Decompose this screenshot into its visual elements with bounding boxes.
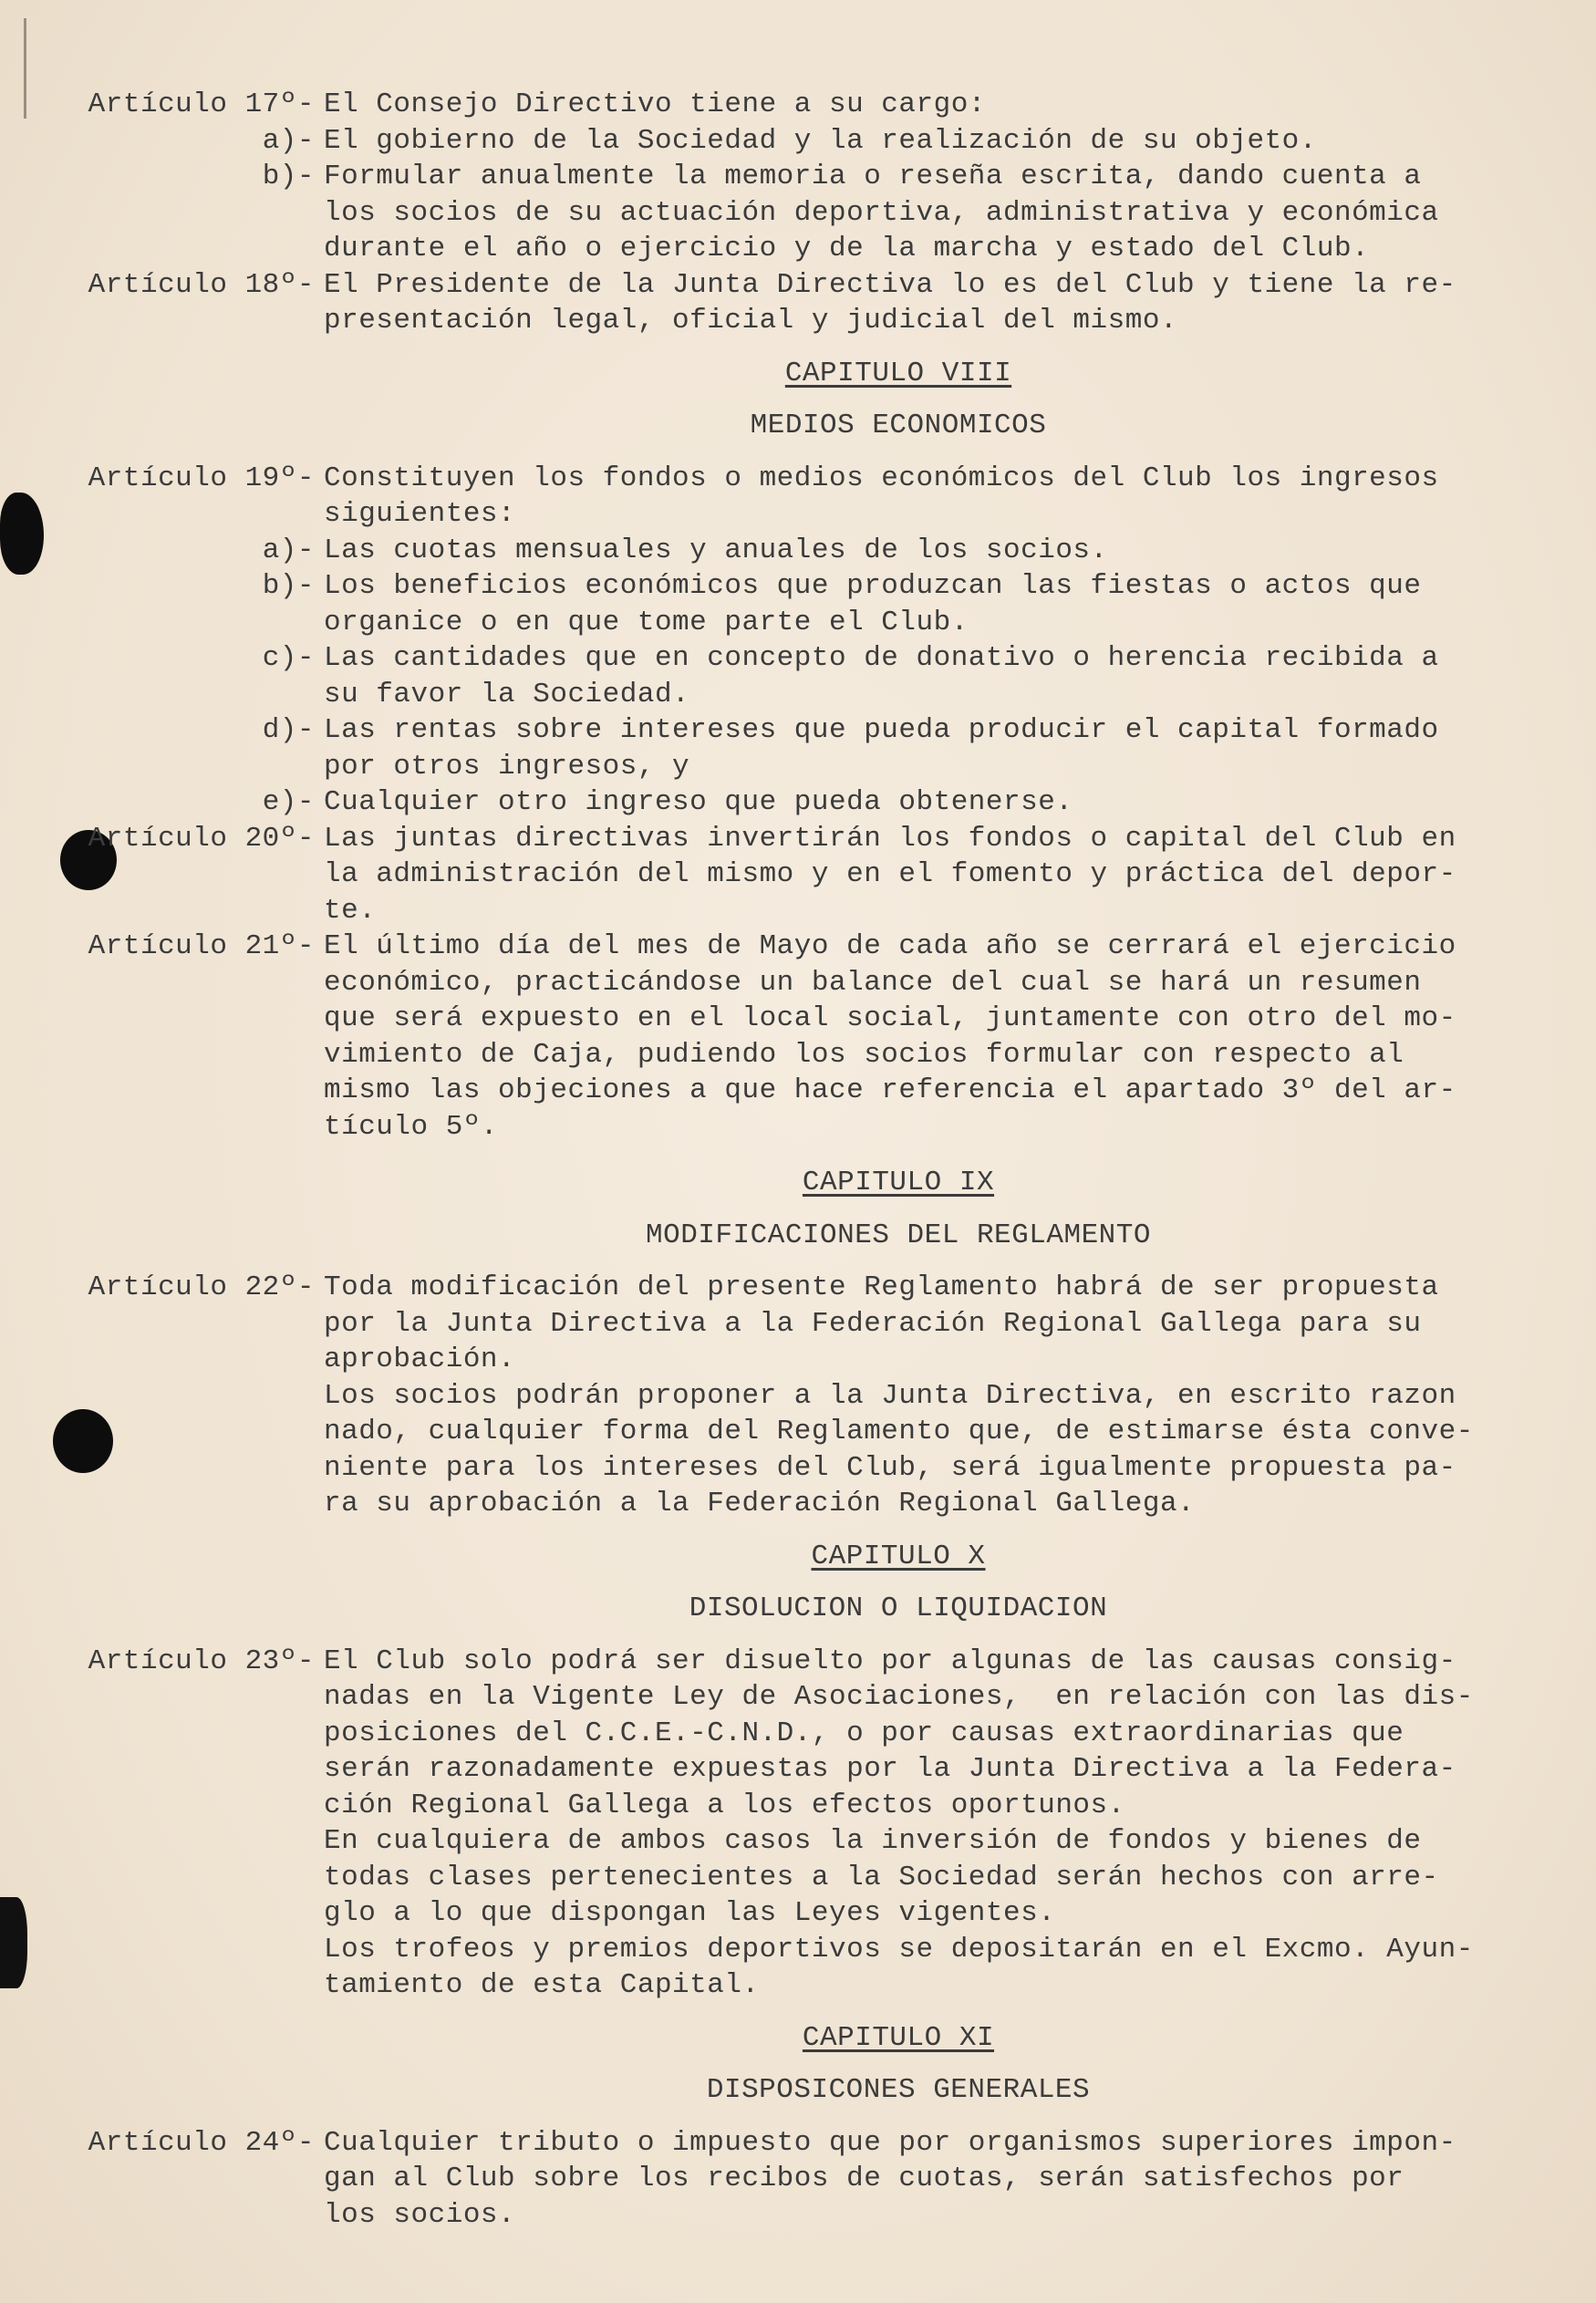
article-label: Artículo 17º-: [88, 88, 315, 120]
article-label: Artículo 20º-: [88, 822, 315, 855]
article-label: Artículo 19º-: [88, 462, 315, 494]
chapter-subtitle: MODIFICACIONES DEL REGLAMENTO: [646, 1219, 1151, 1251]
document-body: [73, 87, 1569, 2233]
article-text: Las juntas directivas invertirán los fondos o capital del Club en la administración del mismo y en el fomento y práctica del depor- te.: [324, 822, 1456, 927]
item-label: c)-: [262, 642, 315, 674]
item-text: Cualquier otro ingreso que pueda obtenerse.: [324, 786, 1073, 818]
article-label: Artículo 21º-: [88, 930, 315, 962]
item-label: b)-: [262, 161, 315, 192]
list-item: [73, 159, 1569, 267]
item-text: Las rentas sobre intereses que pueda producir el capital formado por otros ingresos, y: [324, 714, 1439, 783]
article-text: Constituyen los fondos o medios económicos del Club los ingresos siguientes:: [324, 462, 1439, 530]
list-item: [73, 568, 1569, 640]
article-label: Artículo 18º-: [88, 268, 315, 301]
article-18: [73, 267, 1569, 339]
list-item: [73, 712, 1569, 784]
article-17: [73, 87, 1569, 123]
item-label: a)-: [262, 124, 315, 157]
chapter-title: CAPITULO XI: [802, 2021, 995, 2054]
paper-edge-mark: [24, 18, 26, 119]
article-text: El Club solo podrá ser disuelto por algunas de las causas consig- nadas en la Vigente Ley de Asociaciones, en relación con las dis- posiciones del C.C.E.-C.N.D., o por causas extraordinarias que serán razonadamente expuestas por la Junta Directiva a la Federa- ción Regional Gallega a los efectos oportunos. En cualquiera de ambos casos la inversión de fondos y bienes de todas clases pertenecientes a la Sociedad serán hechos con arre- glo a lo que dispongan las Leyes vigentes. Los trofeos y premios deportivos se depositarán en el Excmo. Ayun- tamiento de esta Capital.: [324, 1644, 1474, 2001]
item-label: d)-: [262, 714, 315, 746]
article-label: Artículo 22º-: [88, 1271, 315, 1303]
chapter-subtitle: DISPOSICONES GENERALES: [706, 2074, 1091, 2106]
article-label: Artículo 23º-: [88, 1644, 315, 1677]
item-text: El gobierno de la Sociedad y la realización de su objeto.: [324, 124, 1317, 157]
item-text: Los beneficios económicos que produzcan las fiestas o actos que organice o en que tome parte el Club.: [324, 570, 1422, 638]
chapter-subtitle: DISOLUCION O LIQUIDACION: [689, 1592, 1108, 1624]
list-item: [73, 640, 1569, 712]
item-label: a)-: [262, 534, 315, 566]
article-20: [73, 821, 1569, 929]
article-text: El Presidente de la Junta Directiva lo es del Club y tiene la re- presentación legal, oficial y judicial del mismo.: [324, 268, 1456, 337]
article-text: El Consejo Directivo tiene a su cargo:: [324, 88, 986, 120]
article-label: Artículo 24º-: [88, 2126, 315, 2159]
ink-blot: [0, 1897, 27, 1988]
list-item: [73, 123, 1569, 160]
article-23: [73, 1644, 1569, 2004]
article-text: El último día del mes de Mayo de cada año se cerrará el ejercicio económico, practicándose un balance del cual se hará un resumen que será expuesto en el local social, juntamente con otro del mo- vimiento de Caja, pudiendo los socios formular con respecto al mismo las objeciones a que hace referencia el apartado 3º del ar- tículo 5º.: [324, 930, 1456, 1143]
article-paragraph: Los socios podrán proponer a la Junta Directiva, en escrito razon nado, cualquier forma del Reglamento que, de estimarse ésta conve- niente para los intereses del Club, será igualmente propuesta pa- ra su aprobación a la Federación Regional Gallega.: [324, 1379, 1474, 1520]
article-19: [73, 461, 1569, 533]
article-text: Cualquier tributo o impuesto que por organismos superiores impon- gan al Club sobre los recibos de cuotas, serán satisfechos por los socios.: [324, 2126, 1456, 2231]
article-text: Toda modificación del presente Reglamento habrá de ser propuesta por la Junta Directiva a la Federación Regional Gallega para su aprobación.: [324, 1271, 1439, 1375]
article-22: [73, 1270, 1569, 1378]
chapter-subtitle: MEDIOS ECONOMICOS: [750, 410, 1047, 441]
list-item: [73, 784, 1569, 821]
chapter-title: CAPITULO IX: [802, 1167, 995, 1198]
item-label: b)-: [262, 570, 315, 602]
list-item: [73, 533, 1569, 569]
article-21: [73, 928, 1569, 1145]
ink-blot: [0, 493, 44, 575]
chapter-title: CAPITULO VIII: [784, 357, 1012, 389]
article-24: [73, 2125, 1569, 2234]
item-label: e)-: [262, 786, 315, 818]
chapter-title: CAPITULO X: [811, 1540, 986, 1572]
item-text: Las cantidades que en concepto de donativo o herencia recibida a su favor la Sociedad.: [324, 642, 1439, 711]
item-text: Las cuotas mensuales y anuales de los socios.: [324, 534, 1108, 566]
item-text: Formular anualmente la memoria o reseña escrita, dando cuenta a los socios de su actuación deportiva, administrativa y económica durante el año o ejercicio y de la marcha y estado del Club.: [324, 161, 1439, 265]
